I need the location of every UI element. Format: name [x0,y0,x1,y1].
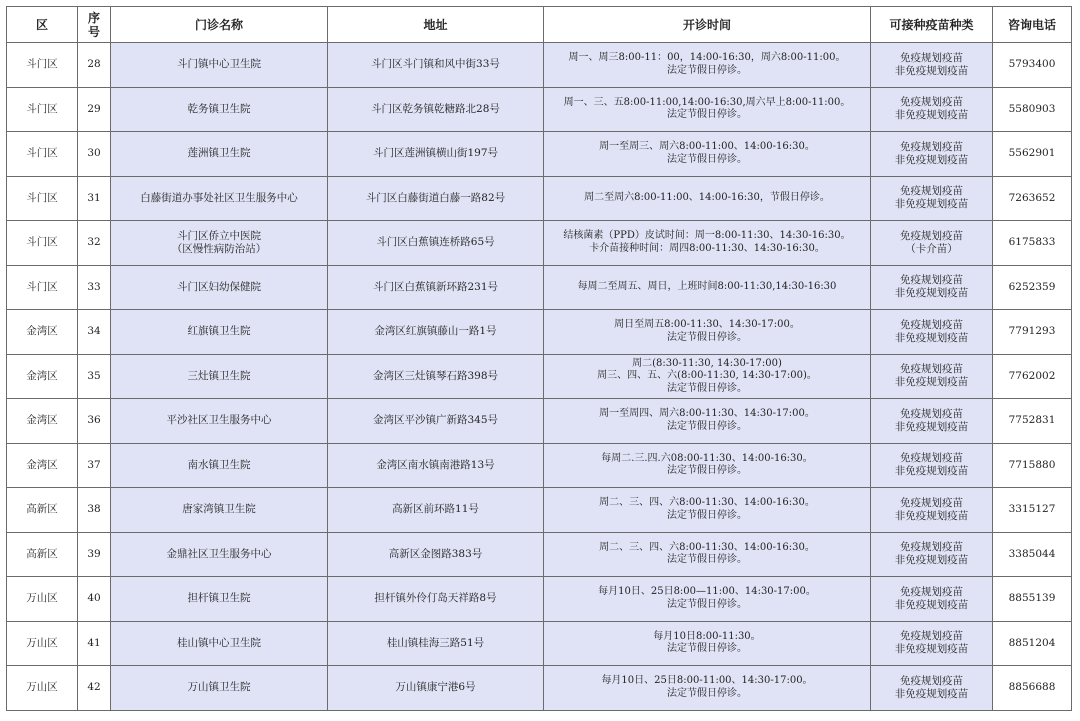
cell-district: 高新区 [7,532,78,577]
cell-phone: 7263652 [993,176,1072,221]
cell-address: 斗门区乾务镇乾糖路北28号 [328,87,544,132]
table-row [7,87,1072,132]
cell-district: 万山区 [7,621,78,666]
cell-vaccine-types: 免疫规划疫苗 非免疫规划疫苗 [871,577,993,622]
cell-clinic-name: 乾务镇卫生院 [111,87,328,132]
cell-no: 32 [78,221,111,266]
cell-no: 39 [78,532,111,577]
cell-district: 高新区 [7,488,78,533]
cell-opening-hours: 结核菌素（PPD）皮试时间：周一8:00-11:30、14:30-16:30。 卡介苗接种时间：周四8:00-11:30、14:30-16:30。 [544,221,871,266]
cell-vaccine-types: 免疫规划疫苗 非免疫规划疫苗 [871,621,993,666]
cell-vaccine-types: 免疫规划疫苗 非免疫规划疫苗 [871,87,993,132]
table-row [7,176,1072,221]
cell-opening-hours: 每月10日、25日8:00-11:00、14:30-17:00。 法定节假日停诊。 [544,666,871,711]
cell-phone: 3385044 [993,532,1072,577]
cell-phone: 7752831 [993,399,1072,444]
table-row [7,310,1072,355]
table-row [7,399,1072,444]
cell-clinic-name: 斗门区妇幼保健院 [111,265,328,310]
cell-district: 斗门区 [7,132,78,177]
cell-district: 斗门区 [7,221,78,266]
cell-opening-hours: 每周二.三.四.六08:00-11:30、14:00-16:30。 法定节假日停诊。 [544,443,871,488]
cell-opening-hours: 每周二至周五、周日，上班时间8:00-11:30,14:30-16:30 [544,265,871,310]
cell-opening-hours: 周二(8:30-11:30, 14:30-17:00) 周三、四、五、六(8:00-11:30, 14:30-17:00)。 法定节假日停诊。 [544,354,871,399]
cell-phone: 6175833 [993,221,1072,266]
cell-vaccine-types: 免疫规划疫苗 非免疫规划疫苗 [871,43,993,88]
table-row [7,265,1072,310]
cell-address: 斗门区白蕉镇连桥路65号 [328,221,544,266]
cell-phone: 8851204 [993,621,1072,666]
cell-phone: 7762002 [993,354,1072,399]
header-phone: 咨询电话 [993,7,1072,43]
table-header [7,7,1072,43]
cell-address: 金湾区三灶镇琴石路398号 [328,354,544,399]
cell-vaccine-types: 免疫规划疫苗 非免疫规划疫苗 [871,354,993,399]
cell-address: 担杆镇外伶仃岛天祥路8号 [328,577,544,622]
cell-phone: 8856688 [993,666,1072,711]
cell-address: 金湾区平沙镇广新路345号 [328,399,544,444]
cell-vaccine-types: 免疫规划疫苗 非免疫规划疫苗 [871,532,993,577]
cell-no: 40 [78,577,111,622]
cell-clinic-name: 斗门区侨立中医院 （区慢性病防治站） [111,221,328,266]
cell-address: 金湾区红旗镇藤山一路1号 [328,310,544,355]
cell-phone: 7715880 [993,443,1072,488]
cell-phone: 5562901 [993,132,1072,177]
cell-vaccine-types: 免疫规划疫苗 （卡介苗） [871,221,993,266]
cell-opening-hours: 周二至周六8:00-11:00、14:00-16:30，节假日停诊。 [544,176,871,221]
vaccination-clinic-table-container [6,6,1072,711]
cell-phone: 8855139 [993,577,1072,622]
vaccination-clinic-table [6,6,1072,711]
cell-clinic-name: 担杆镇卫生院 [111,577,328,622]
cell-opening-hours: 周一、周三8:00-11：00，14:00-16:30，周六8:00-11:00。 法定节假日停诊。 [544,43,871,88]
cell-no: 38 [78,488,111,533]
cell-no: 42 [78,666,111,711]
cell-district: 金湾区 [7,354,78,399]
cell-district: 万山区 [7,666,78,711]
cell-phone: 5793400 [993,43,1072,88]
cell-no: 37 [78,443,111,488]
cell-clinic-name: 莲洲镇卫生院 [111,132,328,177]
header-clinic-name: 门诊名称 [111,7,328,43]
cell-no: 41 [78,621,111,666]
cell-opening-hours: 周日至周五8:00-11:30、14:30-17:00。 法定节假日停诊。 [544,310,871,355]
cell-district: 金湾区 [7,443,78,488]
cell-address: 桂山镇桂海三路51号 [328,621,544,666]
cell-address: 金湾区南水镇南港路13号 [328,443,544,488]
cell-no: 30 [78,132,111,177]
cell-vaccine-types: 免疫规划疫苗 非免疫规划疫苗 [871,399,993,444]
cell-opening-hours: 周二、三、四、六8:00-11:30、14:00-16:30。 法定节假日停诊。 [544,488,871,533]
cell-address: 高新区金图路383号 [328,532,544,577]
cell-phone: 6252359 [993,265,1072,310]
cell-district: 万山区 [7,577,78,622]
cell-district: 斗门区 [7,43,78,88]
cell-district: 金湾区 [7,310,78,355]
table-row [7,577,1072,622]
table-body [7,43,1072,711]
cell-clinic-name: 唐家湾镇卫生院 [111,488,328,533]
cell-opening-hours: 每月10日8:00-11:30。 法定节假日停诊。 [544,621,871,666]
cell-clinic-name: 平沙社区卫生服务中心 [111,399,328,444]
header-address: 地址 [328,7,544,43]
cell-district: 金湾区 [7,399,78,444]
table-row [7,532,1072,577]
cell-district: 斗门区 [7,87,78,132]
cell-clinic-name: 斗门镇中心卫生院 [111,43,328,88]
table-row [7,443,1072,488]
cell-vaccine-types: 免疫规划疫苗 非免疫规划疫苗 [871,265,993,310]
cell-phone: 5580903 [993,87,1072,132]
cell-no: 31 [78,176,111,221]
cell-opening-hours: 周一至周三、周六8:00-11:00、14:00-16:30。 法定节假日停诊。 [544,132,871,177]
cell-vaccine-types: 免疫规划疫苗 非免疫规划疫苗 [871,666,993,711]
cell-vaccine-types: 免疫规划疫苗 非免疫规划疫苗 [871,132,993,177]
cell-clinic-name: 南水镇卫生院 [111,443,328,488]
table-row [7,354,1072,399]
cell-address: 高新区前环路11号 [328,488,544,533]
cell-address: 斗门区斗门镇和风中街33号 [328,43,544,88]
cell-no: 34 [78,310,111,355]
header-opening-hours: 开诊时间 [544,7,871,43]
cell-vaccine-types: 免疫规划疫苗 非免疫规划疫苗 [871,488,993,533]
cell-no: 35 [78,354,111,399]
cell-opening-hours: 周一、三、五8:00-11:00,14:00-16:30,周六早上8:00-11:00。 法定节假日停诊。 [544,87,871,132]
header-vaccine-types: 可接种疫苗种类 [871,7,993,43]
cell-clinic-name: 白藤街道办事处社区卫生服务中心 [111,176,328,221]
header-district: 区 [7,7,78,43]
cell-clinic-name: 红旗镇卫生院 [111,310,328,355]
cell-address: 斗门区白藤街道白藤一路82号 [328,176,544,221]
cell-clinic-name: 金鼎社区卫生服务中心 [111,532,328,577]
cell-district: 斗门区 [7,265,78,310]
cell-opening-hours: 周一至周四、周六8:00-11:30、14:30-17:00。 法定节假日停诊。 [544,399,871,444]
cell-clinic-name: 桂山镇中心卫生院 [111,621,328,666]
cell-clinic-name: 三灶镇卫生院 [111,354,328,399]
header-no: 序 号 [78,7,111,43]
cell-opening-hours: 每月10日、25日8:00—11:00、14:30-17:00。 法定节假日停诊。 [544,577,871,622]
cell-vaccine-types: 免疫规划疫苗 非免疫规划疫苗 [871,443,993,488]
table-row [7,221,1072,266]
cell-no: 36 [78,399,111,444]
table-row [7,132,1072,177]
cell-clinic-name: 万山镇卫生院 [111,666,328,711]
cell-address: 万山镇康宁港6号 [328,666,544,711]
cell-address: 斗门区莲洲镇横山街197号 [328,132,544,177]
header-row [7,7,1072,43]
cell-phone: 7791293 [993,310,1072,355]
cell-no: 28 [78,43,111,88]
cell-vaccine-types: 免疫规划疫苗 非免疫规划疫苗 [871,310,993,355]
table-row [7,488,1072,533]
table-row [7,43,1072,88]
cell-district: 斗门区 [7,176,78,221]
cell-no: 33 [78,265,111,310]
table-row [7,666,1072,711]
cell-vaccine-types: 免疫规划疫苗 非免疫规划疫苗 [871,176,993,221]
cell-phone: 3315127 [993,488,1072,533]
cell-opening-hours: 周二、三、四、六8:00-11:30、14:00-16:30。 法定节假日停诊。 [544,532,871,577]
table-row [7,621,1072,666]
cell-no: 29 [78,87,111,132]
cell-address: 斗门区白蕉镇新环路231号 [328,265,544,310]
